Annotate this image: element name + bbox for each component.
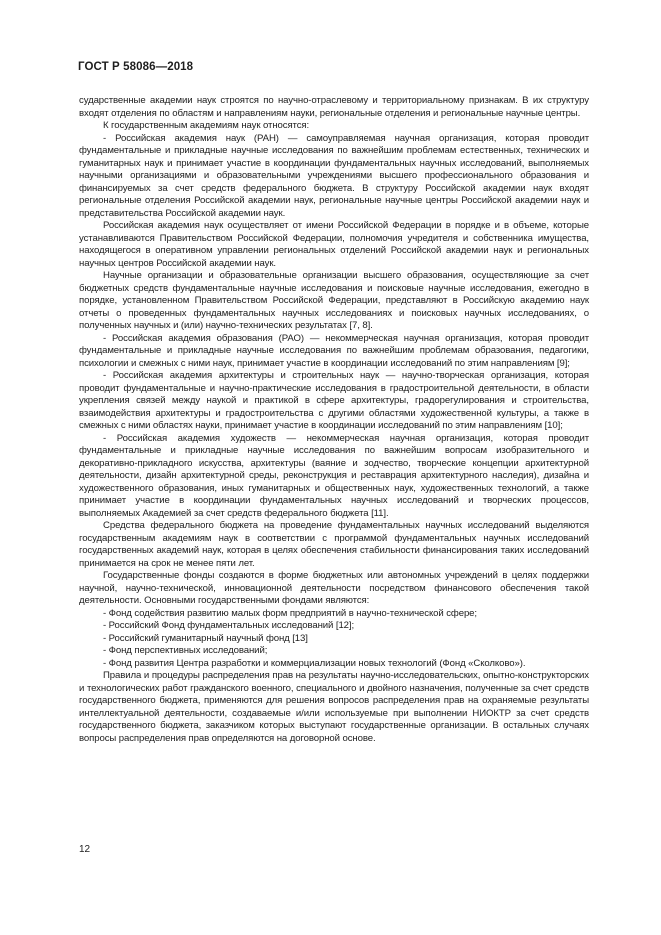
paragraph-ran: - Российская академия наук (РАН) — самоуправляемая научная организация, которая проводит фундаментальные и прикладные научные исследования по важнейшим проблемам естественных, технических и гуманитарных наук и принимает участие в координации фундаментальных научных исследований, выполняемых научными организациями и образовательными учреждениями высшего профессионального образования и финансируемых за счет средств федерального бюджета. В структуру Российской академии наук входят региональные отделения Российской академии наук, региональные научные центры Российской академии наук и представительства Российской академии наук. bbox=[79, 132, 589, 219]
paragraph-rao: - Российская академия образования (РАО) — некоммерческая научная организация, которая проводит фундаментальные и прикладные научные исследования по важнейшим проблемам образования, педагогики, психологии и смежных с ними наук, принимает участие в координации исследований по этим направлениям [9]; bbox=[79, 332, 589, 369]
fund-list-item: - Российский Фонд фундаментальных исследований [12]; bbox=[103, 620, 355, 631]
paragraph-raasn: - Российская академия архитектуры и строительных наук — научно-творческая организация, которая проводит фундаментальные и научно-практические исследования в градостроительной деятельности, в области укрепления связей между наукой и практикой в сфере архитектуры, градорегулирования и строительства, взаимодействия архитектуры и градостроительства с другими областями художественной культуры, а также в смежных с ними областях науки, принимает участие в координации исследований по этим направлениям [10]; bbox=[79, 370, 589, 431]
document-header: ГОСТ Р 58086—2018 bbox=[78, 61, 194, 73]
paragraph-rah: - Российская академия художеств — некоммерческая научная организация, которая проводит фундаментальные и прикладные научные исследования по важнейшим вопросам изобразительного и декоративно-прикладного искусства, архитектуры (ваяние и зодчество, творческие концепции архитектурной деятельности, дизайн архитектурной среды, реконструкция и реставрация архитектурного наследия), дизайна и художественного образования, иных гуманитарных и общественных наук, художественных технологий, а также принимает участие в координации фундаментальных научных исследований и творческих процессов, выполняемых Академией за счет средств федерального бюджета [11]. bbox=[79, 432, 589, 519]
paragraph-ran-powers: Российская академия наук осуществляет от имени Российской Федерации в порядке и в объеме, которые устанавливаются Правительством Российской Федерации, полномочия учредителя и собственника имущества, находящегося в оперативном управлении региональных отделений Российской академии наук и региональных научных центров Российской академии наук. bbox=[79, 220, 589, 269]
fund-list-item: - Фонд содействия развитию малых форм предприятий в научно-технической сфере; bbox=[103, 607, 477, 619]
paragraph-federal-budget: Средства федерального бюджета на проведение фундаментальных научных исследований выделяются государственным академиям наук в соответствии с программой фундаментальных научных исследований государственных академий наук, которая в целях обеспечения стабильности финансирования таких исследований принимается на срок не менее пяти лет. bbox=[79, 520, 589, 569]
paragraph-reports: Научные организации и образовательные организации высшего образования, осуществляющие за счет бюджетных средств фундаментальные научные исследования и поисковые научные исследования, ежегодно в порядке, установленном Правительством Российской Федерации, представляют в Российскую академию наук отчеты о проведенных фундаментальных научных исследованиях и поисковых научных исследованиях, о полученных научных и (или) научно-технических результатах [7, 8]. bbox=[79, 270, 589, 331]
paragraph-rights-distribution: Правила и процедуры распределения прав на результаты научно-исследовательских, опытно-конструкторских и технологических работ гражданского военного, специального и двойного назначения, полученные за счет средств государственного бюджета, применяются для решения вопросов распределения прав на охраняемые результаты интеллектуальной деятельности, создаваемые и/или используемые при выполнении НИОКТР за счет средств государственного бюджета, заказчиком которых выступают государственные организации. В остальных случаях вопросы распределения прав определяются на договорной основе. bbox=[79, 670, 589, 744]
fund-list-item: - Российский гуманитарный научный фонд [13] bbox=[103, 632, 308, 644]
document-body bbox=[79, 95, 589, 745]
paragraph-academies-intro: К государственным академиям наук относятся: bbox=[103, 120, 310, 131]
fund-list-item: - Фонд развития Центра разработки и коммерциализации новых технологий (Фонд «Сколково»). bbox=[103, 657, 526, 669]
paragraph-state-funds: Государственные фонды создаются в форме бюджетных или автономных учреждений в целях поддержки научной, научно-технической, инновационной деятельности посредством финансового обеспечения такой деятельности. Основными государственными фондами являются: bbox=[79, 570, 589, 606]
fund-list-item: - Фонд перспективных исследований; bbox=[103, 645, 268, 656]
page-number: 12 bbox=[79, 844, 91, 855]
paragraph-continuation: сударственные академии наук строятся по научно-отраслевому и территориальному признакам. В их структуру входят отделения по областям и направлениям науки, региональные отделения и региональные научные центры. bbox=[79, 95, 589, 119]
